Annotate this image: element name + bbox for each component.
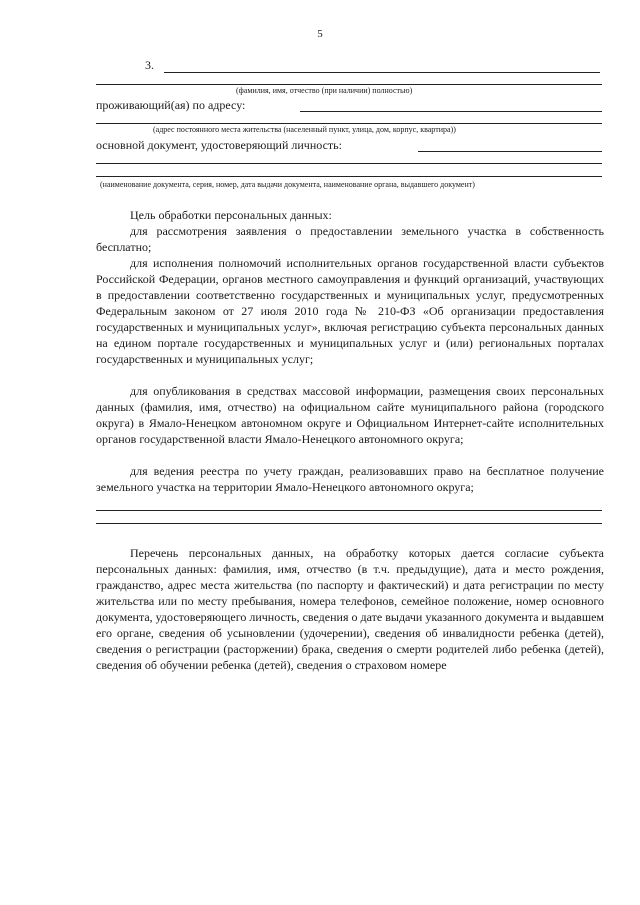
residing-label: проживающий(ая) по адресу: (96, 98, 246, 112)
fio-caption: (фамилия, имя, отчество (при наличии) полностью) (236, 86, 413, 95)
purpose-item-3: для опубликования в средствах массовой информации, размещения своих персональных данных (фамилия, имя, отчество) на официальном сайте муниципального района (городского округа) в Ямало-Ненецком автономном округе и Официальном Интернет-сайте исполнительных органов государственной власти Ямало-Ненецкого автономного округа; (96, 384, 604, 446)
purpose-heading: Цель обработки персональных данных: (130, 208, 332, 222)
document-line-2[interactable] (96, 163, 602, 164)
fio-line-1[interactable] (164, 72, 600, 73)
personal-data-list: Перечень персональных данных, на обработку которых дается согласие субъекта персональных данных: фамилия, имя, отчество (в т.ч. предыдущие), дата и место рождения, гражданство, адрес места жительства (по паспорту и фактический) и дата регистрации по месту жительства или по месту пребывания, номера телефонов, семейное положение, номер основного документа, удостоверяющего личность, сведения о дате выдачи указанного документа и выдавшем его органе, сведения об усыновлении (удочерении), сведения об инвалидности ребенка (детей), сведения о регистрации (расторжении) брака, сведения о смерти родителей либо ребенка (детей), сведения об обучении ребенка (детей), сведения о страховом номере (96, 546, 604, 672)
address-line-1[interactable] (300, 111, 602, 112)
main-document-label: основной документ, удостоверяющий личность: (96, 138, 342, 152)
item-number: 3. (145, 58, 154, 72)
document-line-1[interactable] (418, 151, 602, 152)
document-line-3[interactable] (96, 176, 602, 177)
purpose-extra-line-1[interactable] (96, 510, 602, 511)
address-caption: (адрес постоянного места жительства (населенный пункт, улица, дом, корпус, квартира)) (153, 125, 456, 134)
document-caption: (наименование документа, серия, номер, дата выдачи документа, наименование органа, выдавшего документ) (100, 180, 475, 189)
purpose-item-1: для рассмотрения заявления о предоставлении земельного участка в собственность бесплатно; (96, 224, 604, 254)
fio-line-2[interactable] (96, 84, 602, 85)
address-line-2[interactable] (96, 123, 602, 124)
purpose-item-4: для ведения реестра по учету граждан, реализовавших право на бесплатное получение земельного участка на территории Ямало-Ненецкого автономного округа; (96, 464, 604, 494)
page-number: 5 (317, 28, 323, 40)
purpose-extra-line-2[interactable] (96, 523, 602, 524)
purpose-item-2: для исполнения полномочий исполнительных органов государственной власти субъектов Российской Федерации, органов местного самоуправления и функций организаций, участвующих в предоставлении соответственно государственных и муниципальных услуг, предусмотренных Федеральным законом от 27 июля 2010 года № 210-ФЗ «Об организации предоставления государственных и муниципальных услуг», включая регистрацию субъекта персональных данных на едином портале государственных и муниципальных услуг и (или) региональных порталах государственных и муниципальных услуг; (96, 256, 604, 366)
